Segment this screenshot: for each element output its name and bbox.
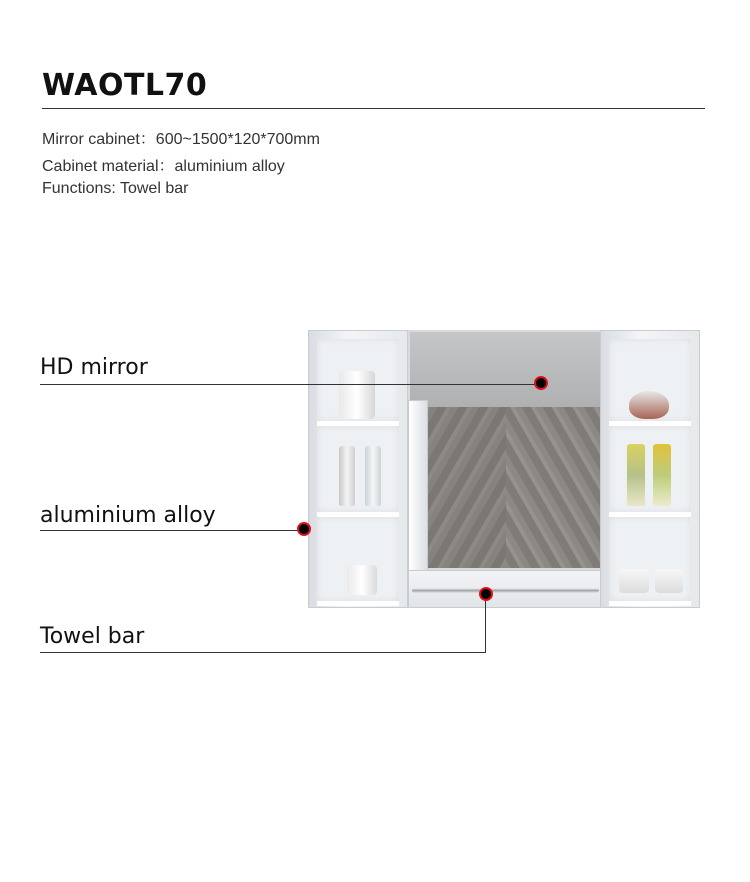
green-bottle-1 <box>627 444 645 506</box>
mirror-panel <box>408 330 603 570</box>
callout-hd-mirror-label: HD mirror <box>40 355 148 380</box>
callout-towel-bar-label: Towel bar <box>40 624 145 649</box>
left-shelf-unit <box>308 330 408 608</box>
mirror-wall-reflection-right <box>506 407 602 570</box>
mirror-cabinet-image <box>308 330 700 608</box>
left-shelf-middle <box>317 426 399 517</box>
potpourri-bowl <box>629 391 669 419</box>
right-shelf-bottom <box>609 517 691 606</box>
callout-aluminium-line <box>40 530 302 531</box>
toner-bottle <box>339 446 355 506</box>
right-shelf-middle <box>609 426 691 517</box>
cream-jar-2 <box>655 569 683 593</box>
mirror-door-edge <box>408 400 428 572</box>
towel-bar <box>412 588 599 593</box>
callout-aluminium-marker <box>297 522 311 536</box>
product-model-title: WAOTL70 <box>42 68 208 103</box>
mirror-ceiling-reflection <box>410 332 601 407</box>
callout-hd-mirror-marker <box>534 376 548 390</box>
cotton-jar <box>339 371 375 419</box>
callout-towel-bar-vertical-line <box>485 594 486 653</box>
brush-cup <box>347 565 377 595</box>
spec-functions: Functions: Towel bar <box>42 180 189 197</box>
callout-towel-bar-marker <box>479 587 493 601</box>
lotion-bottle <box>365 446 381 506</box>
title-divider <box>42 108 705 109</box>
green-bottle-2 <box>653 444 671 506</box>
left-shelf-top <box>317 339 399 426</box>
spec-dimensions: Mirror cabinet：600~1500*120*700mm <box>42 131 320 148</box>
callout-aluminium-label: aluminium alloy <box>40 503 216 528</box>
left-shelf-bottom <box>317 517 399 606</box>
right-shelf-unit <box>600 330 700 608</box>
right-shelf-top <box>609 339 691 426</box>
spec-material: Cabinet material：aluminium alloy <box>42 158 285 175</box>
cream-jar-1 <box>619 569 649 593</box>
callout-hd-mirror-line <box>40 384 540 385</box>
callout-towel-bar-line <box>40 652 486 653</box>
